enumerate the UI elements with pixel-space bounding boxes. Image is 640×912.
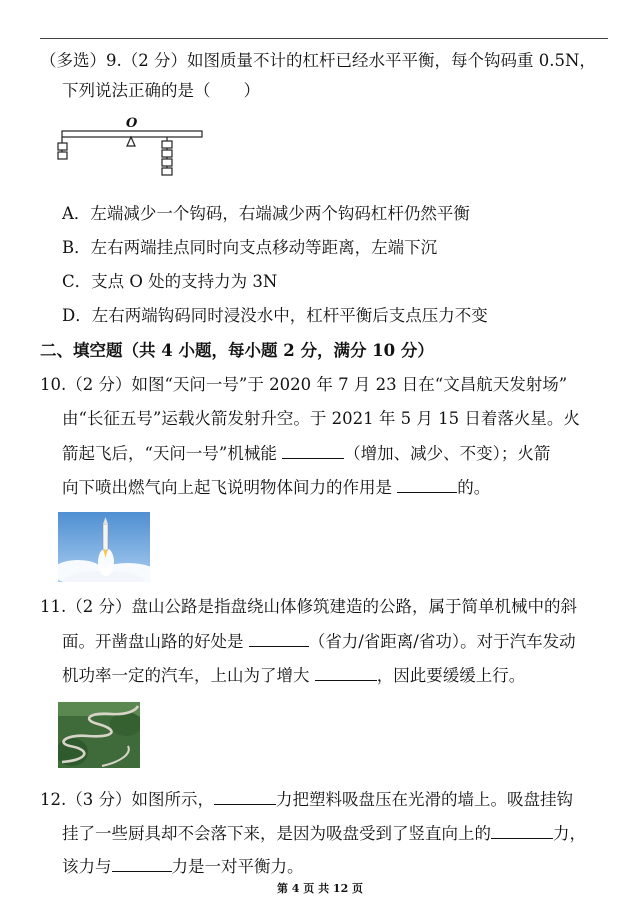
q12-line1-start: 12.（3 分）如图所示，: [40, 790, 214, 809]
q12-line2-start: 挂了一些厨具却不会落下来，是因为吸盘受到了竖直向上的: [62, 824, 491, 843]
q9-line1: （多选）9.（2 分）如图质量不计的杠杆已经水平平衡，每个钩码重 0.5N，: [40, 51, 596, 70]
q12-blank-2[interactable]: [491, 822, 553, 839]
q12-line1-end: 力把塑料吸盘压在光滑的墙上。吸盘挂钩: [275, 790, 573, 809]
q10-line4: [62, 476, 490, 499]
q12-line3-start: 该力与: [62, 857, 112, 876]
mountain-road-image: [58, 702, 140, 768]
q10-line4-end: 的。: [457, 478, 491, 497]
q12-blank-1[interactable]: [214, 788, 276, 805]
q10-line3-start: 箭起飞后，“天问一号”机械能: [62, 444, 283, 463]
q11-line3-start: 机功率一定的汽车，上山为了增大: [62, 666, 315, 685]
section2-heading: 二、填空题（共 4 小题，每小题 2 分，满分 10 分）: [40, 341, 434, 360]
q12-line1: [40, 788, 573, 811]
q12-line2-end: 力，: [553, 824, 586, 843]
pivot-label: O: [126, 116, 138, 131]
q10-line4-start: 向下喷出燃气向上起飞说明物体间力的作用是: [62, 478, 398, 497]
q11-line1: 11.（2 分）盘山公路是指盘绕山体修筑建造的公路，属于简单机械中的斜: [40, 597, 577, 616]
pivot-triangle: [127, 137, 135, 146]
q10-line1: 10.（2 分）如图“天问一号”于 2020 年 7 月 23 日在“文昌航天发射场”: [40, 375, 568, 394]
page-footer: 第 4 页 共 12 页: [276, 882, 364, 895]
q12-blank-3[interactable]: [112, 855, 172, 872]
q11-line3: [62, 664, 525, 687]
q9-line2: 下列说法正确的是（ ）: [62, 81, 260, 100]
q12-line3: [62, 855, 304, 878]
top-rule: [40, 38, 608, 39]
lever-diagram: [50, 112, 210, 187]
q11-line3-end: ，因此要缓缓上行。: [376, 666, 526, 685]
left-weights: [58, 143, 67, 159]
q12-line2: [62, 822, 586, 845]
q10-line3-end: （增加、减少、不变）；火箭: [344, 444, 551, 463]
q9-option-c: C．支点 O 处的支持力为 3N: [62, 272, 278, 291]
q11-line2-start: 面。开凿盘山路的好处是: [62, 632, 249, 651]
q10-line3: [62, 442, 550, 465]
q11-blank-2[interactable]: [315, 664, 377, 681]
q12-line3-end: 力是一对平衡力。: [171, 857, 304, 876]
rocket-launch-image: [58, 512, 150, 582]
q11-line2-end: （省力/省距离/省功）。对于汽车发动: [308, 632, 576, 651]
q9-option-a: A．左端减少一个钩码，右端减少两个钩码杠杆仍然平衡: [62, 204, 470, 223]
q11-blank-1[interactable]: [249, 630, 309, 647]
q11-line2: [62, 630, 576, 653]
q9-option-d: D．左右两端钩码同时浸没水中，杠杆平衡后支点压力不变: [62, 306, 488, 325]
q10-blank-1[interactable]: [282, 442, 344, 459]
q9-option-b: B．左右两端挂点同时向支点移动等距离，左端下沉: [62, 238, 438, 257]
q10-blank-2[interactable]: [397, 476, 457, 493]
lever-bar: [62, 131, 202, 137]
q10-line2: 由“长征五号”运载火箭发射升空。于 2021 年 5 月 15 日着落火星。火: [62, 409, 580, 428]
right-weights: [162, 141, 172, 175]
